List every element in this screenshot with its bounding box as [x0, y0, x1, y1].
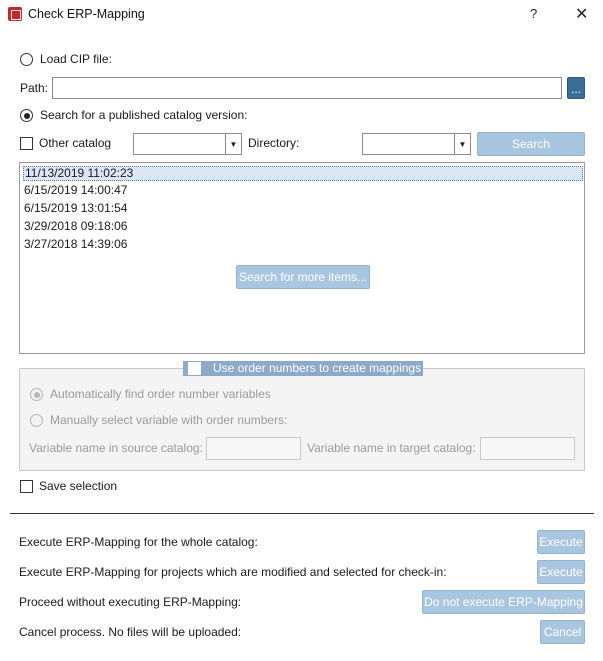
separator	[10, 513, 594, 514]
auto-find-radio[interactable]	[30, 388, 43, 401]
search-published-label: Search for a published catalog version:	[40, 108, 248, 122]
save-selection-checkbox[interactable]	[20, 480, 33, 493]
catalog-version-list[interactable]	[19, 162, 585, 354]
target-var-input[interactable]	[480, 437, 575, 460]
manual-select-label: Manually select variable with order numbers:	[50, 413, 288, 427]
use-order-numbers-label: Use order numbers to create mappings	[213, 361, 422, 375]
source-var-label: Variable name in source catalog:	[29, 441, 203, 455]
execute-projects-button[interactable]: Execute	[537, 560, 585, 584]
order-numbers-header[interactable]	[183, 361, 423, 376]
search-published-radio[interactable]	[20, 109, 33, 122]
load-cip-radio[interactable]	[20, 53, 33, 66]
path-input[interactable]	[52, 77, 562, 99]
list-item[interactable]: 11/13/2019 11:02:23	[23, 166, 583, 181]
load-cip-label: Load CIP file:	[40, 52, 112, 66]
execute-whole-catalog-text: Execute ERP-Mapping for the whole catalog:	[19, 535, 258, 549]
source-var-input[interactable]	[206, 437, 301, 460]
close-button[interactable]: ✕	[575, 6, 589, 23]
other-catalog-checkbox[interactable]	[20, 137, 33, 150]
save-selection-label: Save selection	[39, 479, 118, 493]
list-item[interactable]: 3/27/2018 14:39:06	[24, 237, 128, 251]
app-icon	[8, 7, 22, 21]
do-not-execute-button[interactable]: Do not execute ERP-Mapping	[422, 590, 585, 614]
search-more-items-button[interactable]: Search for more items...	[236, 265, 370, 289]
manual-select-radio[interactable]	[30, 414, 43, 427]
execute-whole-catalog-button[interactable]: Execute	[537, 530, 585, 554]
list-item[interactable]: 6/15/2019 14:00:47	[24, 183, 128, 197]
path-label: Path:	[20, 81, 49, 95]
chevron-down-icon: ▼	[454, 134, 470, 154]
chevron-down-icon: ▼	[225, 134, 241, 154]
cancel-process-text: Cancel process. No files will be uploaded:	[19, 625, 242, 639]
other-catalog-label: Other catalog	[39, 136, 112, 150]
auto-find-label: Automatically find order number variables	[50, 387, 271, 401]
target-var-label: Variable name in target catalog:	[307, 441, 476, 455]
directory-label: Directory:	[248, 136, 300, 150]
other-catalog-select[interactable]	[133, 133, 242, 155]
execute-projects-text: Execute ERP-Mapping for projects which are modified and selected for check-in:	[19, 565, 447, 579]
window-title: Check ERP-Mapping	[28, 7, 145, 21]
list-item[interactable]: 3/29/2018 09:18:06	[24, 219, 128, 233]
help-button[interactable]: ?	[530, 6, 538, 21]
directory-select[interactable]	[362, 133, 471, 155]
use-order-numbers-checkbox[interactable]	[188, 362, 201, 375]
browse-button[interactable]: ...	[567, 77, 585, 99]
proceed-without-text: Proceed without executing ERP-Mapping:	[19, 595, 242, 609]
cancel-button[interactable]: Cancel	[540, 620, 585, 644]
list-item[interactable]: 6/15/2019 13:01:54	[24, 201, 128, 215]
search-button[interactable]: Search	[477, 132, 585, 156]
